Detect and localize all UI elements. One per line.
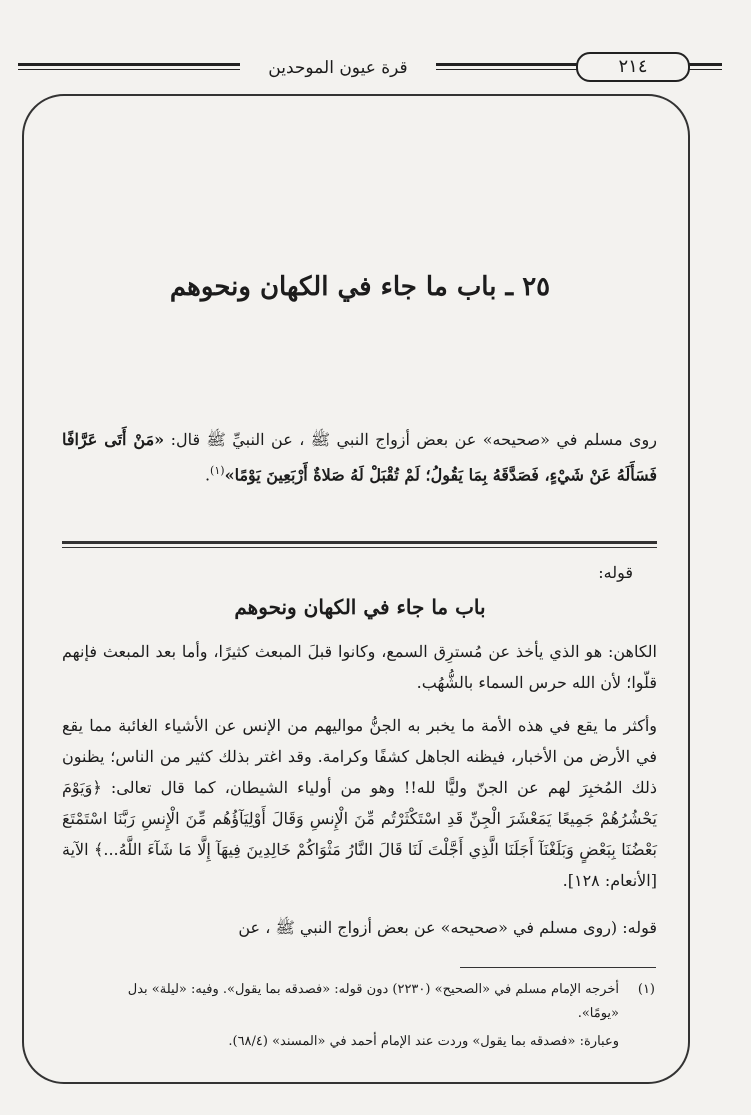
paragraph-jinn: وأكثر ما يقع في هذه الأمة ما يخبر به الجنُّ مواليهم من الإنس عن الأشياء الغائبة مما يقع في الأرض من الأخبار، فيظنه الجاهل كشفًا وكرامة. وقد اغتر بذلك كثير من الناس؛ يظنون ذلك المُخبِرَ لهم عن الجنّ وليًّا لله!! وهو من أولياء الشيطان، كما قال تعالى: ﴿وَيَوْمَ يَحْشُرُهُمْ جَمِيعًا يَمَعْشَرَ الْجِنِّ قَدِ اسْتَكْثَرْتُم مِّنَ الْإِنسِ وَقَالَ أَوْلِيَآؤُهُم مِّنَ الْإِنسِ رَبَّنَا اسْتَمْتَعَ بَعْضُنَا بِبَعْضٍ وَبَلَغْنَآ أَجَلَنَا الَّذِي أَجَّلْتَ لَنَا قَالَ النَّارُ مَثْوَاكُمْ خَالِدِينَ فِيهَآ إِلَّا مَا شَآءَ اللَّهُ...﴾ الآية [الأنعام: ١٢٨]. xyxy=(62,716,658,890)
section-divider xyxy=(62,541,657,544)
header-rule-right-thin xyxy=(436,69,578,70)
header-rule-right xyxy=(436,63,578,66)
footnote-text: أخرجه الإمام مسلم في «الصحيح» (٢٢٣٠) دون قوله: «فصدقه بما يقول». وفيه: «ليلة» بدل «يومًا». xyxy=(127,982,619,1021)
paragraph-kahin: الكاهن: هو الذي يأخذ عن مُسترِق السمع، وكانوا قبلَ المبعث كثيرًا، وأما بعد المبعث فإنهم قلّوا؛ لأن الله حرس السماء بالشُّهُب. xyxy=(62,642,657,692)
chapter-title: ٢٥ ـ باب ما جاء في الكهان ونحوهم xyxy=(169,272,551,302)
page-number: ٢١٤ xyxy=(576,52,690,82)
footnote-number: (١) xyxy=(637,982,655,997)
commentary-label: قوله: xyxy=(598,563,633,582)
hadith-text xyxy=(62,424,657,490)
hadith-quote: «مَنْ أَتَى عَرَّافًا فَسَأَلَهُ عَنْ شَيْءٍ، فَصَدَّقَهُ بِمَا يَقُولُ؛ لَمْ تُقْبَلْ لَهُ صَلاةٌ أَرْبَعِينَ يَوْمًا» xyxy=(62,430,657,485)
running-header-title: قرة عيون الموحدين xyxy=(268,58,408,78)
header-rule-left xyxy=(18,63,240,66)
footnote-text-more: وعبارة: «فصدقه بما يقول» وردت عند الإمام أحمد في «المسند» (٦٨/٤). xyxy=(228,1034,619,1049)
footnote-ref[interactable]: (١) xyxy=(210,464,225,477)
hadith-intro: روى مسلم في «صحيحه» عن بعض أزواج النبي ﷺ ، عن النبيِّ ﷺ قال: xyxy=(164,430,658,449)
section-divider-thin xyxy=(62,547,657,548)
header-rule-left-thin xyxy=(18,69,240,70)
paragraph-continuation: قوله: (روى مسلم في «صحيحه» عن بعض أزواج النبي ﷺ ، عن xyxy=(238,918,657,937)
footnote-rule xyxy=(460,967,656,968)
commentary-subtitle: باب ما جاء في الكهان ونحوهم xyxy=(234,595,486,619)
hadith-end: . xyxy=(204,465,211,485)
